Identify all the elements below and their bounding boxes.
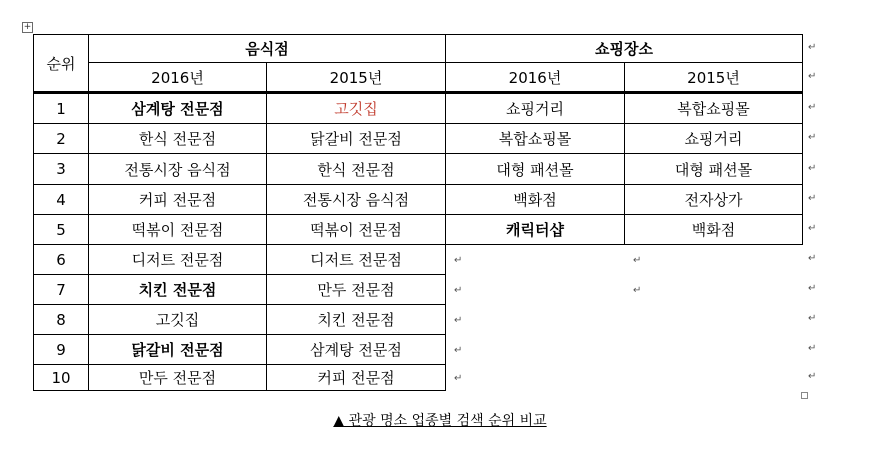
header-rank: 순위: [33, 34, 89, 93]
food-2016-cell: 만두 전문점: [88, 364, 267, 391]
food-2016-cell: 닭갈비 전문점: [88, 334, 267, 365]
paragraph-mark-icon: ↵: [454, 345, 463, 356]
paragraph-mark-icon: ↵: [808, 42, 817, 53]
rank-cell: 6: [33, 244, 89, 275]
food-2015-cell: 떡볶이 전문점: [266, 214, 446, 245]
food-2015-cell: 한식 전문점: [266, 153, 446, 185]
rank-cell: 1: [33, 93, 89, 124]
header-shopping: 쇼핑장소: [445, 34, 803, 63]
paragraph-mark-icon: ↵: [808, 283, 817, 294]
paragraph-mark-icon: ↵: [808, 132, 817, 143]
shop-2016-cell: 쇼핑거리: [445, 93, 625, 124]
food-2016-cell: 커피 전문점: [88, 184, 267, 215]
header-food-2015: 2015년: [266, 62, 446, 93]
paragraph-mark-icon: ↵: [808, 253, 817, 264]
shop-2016-cell: 캐릭터샵: [445, 214, 625, 245]
paragraph-mark-icon: ↵: [808, 223, 817, 234]
paragraph-mark-icon: ↵: [808, 343, 817, 354]
food-2015-cell: 전통시장 음식점: [266, 184, 446, 215]
shop-2015-cell: 쇼핑거리: [624, 123, 803, 154]
table-caption: ▲ 관광 명소 업종별 검색 순위 비교: [333, 413, 547, 429]
food-2016-cell: 치킨 전문점: [88, 274, 267, 305]
paragraph-mark-icon: ↵: [633, 255, 642, 266]
header-shop-2015: 2015년: [624, 62, 803, 93]
header-food-2016: 2016년: [88, 62, 267, 93]
food-2016-cell: 전통시장 음식점: [88, 153, 267, 185]
food-2015-cell: 치킨 전문점: [266, 304, 446, 335]
rank-cell: 2: [33, 123, 89, 154]
table-resize-handle[interactable]: [801, 392, 808, 399]
rank-cell: 3: [33, 153, 89, 185]
shop-2016-cell: 백화점: [445, 184, 625, 215]
food-2016-cell: 떡볶이 전문점: [88, 214, 267, 245]
food-2015-cell: 커피 전문점: [266, 364, 446, 391]
food-2015-cell: 디저트 전문점: [266, 244, 446, 275]
food-2015-cell: 만두 전문점: [266, 274, 446, 305]
paragraph-mark-icon: ↵: [454, 373, 463, 384]
paragraph-mark-icon: ↵: [633, 285, 642, 296]
rank-cell: 7: [33, 274, 89, 305]
paragraph-mark-icon: ↵: [808, 193, 817, 204]
header-shop-2016: 2016년: [445, 62, 625, 93]
header-restaurant: 음식점: [88, 34, 446, 63]
rank-cell: 4: [33, 184, 89, 215]
rank-cell: 10: [33, 364, 89, 391]
shop-2016-cell: 복합쇼핑몰: [445, 123, 625, 154]
paragraph-mark-icon: ↵: [454, 315, 463, 326]
paragraph-mark-icon: ↵: [808, 371, 817, 382]
shop-2015-cell: 대형 패션몰: [624, 153, 803, 185]
shop-2015-cell: 복합쇼핑몰: [624, 93, 803, 124]
food-2016-cell: 삼계탕 전문점: [88, 93, 267, 124]
shop-2015-cell: 전자상가: [624, 184, 803, 215]
table-move-handle-icon[interactable]: +: [23, 22, 32, 32]
paragraph-mark-icon: ↵: [808, 71, 817, 82]
food-2016-cell: 고깃집: [88, 304, 267, 335]
shop-2016-cell: 대형 패션몰: [445, 153, 625, 185]
paragraph-mark-icon: ↵: [454, 285, 463, 296]
shop-2015-cell: 백화점: [624, 214, 803, 245]
rank-cell: 9: [33, 334, 89, 365]
paragraph-mark-icon: ↵: [454, 255, 463, 266]
food-2016-cell: 한식 전문점: [88, 123, 267, 154]
rank-cell: 5: [33, 214, 89, 245]
food-2015-cell: 삼계탕 전문점: [266, 334, 446, 365]
food-2015-cell: 닭갈비 전문점: [266, 123, 446, 154]
paragraph-mark-icon: ↵: [808, 162, 817, 174]
paragraph-mark-icon: ↵: [808, 101, 817, 113]
rank-cell: 8: [33, 304, 89, 335]
food-2015-cell: 고깃집: [266, 93, 446, 124]
paragraph-mark-icon: ↵: [808, 313, 817, 324]
food-2016-cell: 디저트 전문점: [88, 244, 267, 275]
